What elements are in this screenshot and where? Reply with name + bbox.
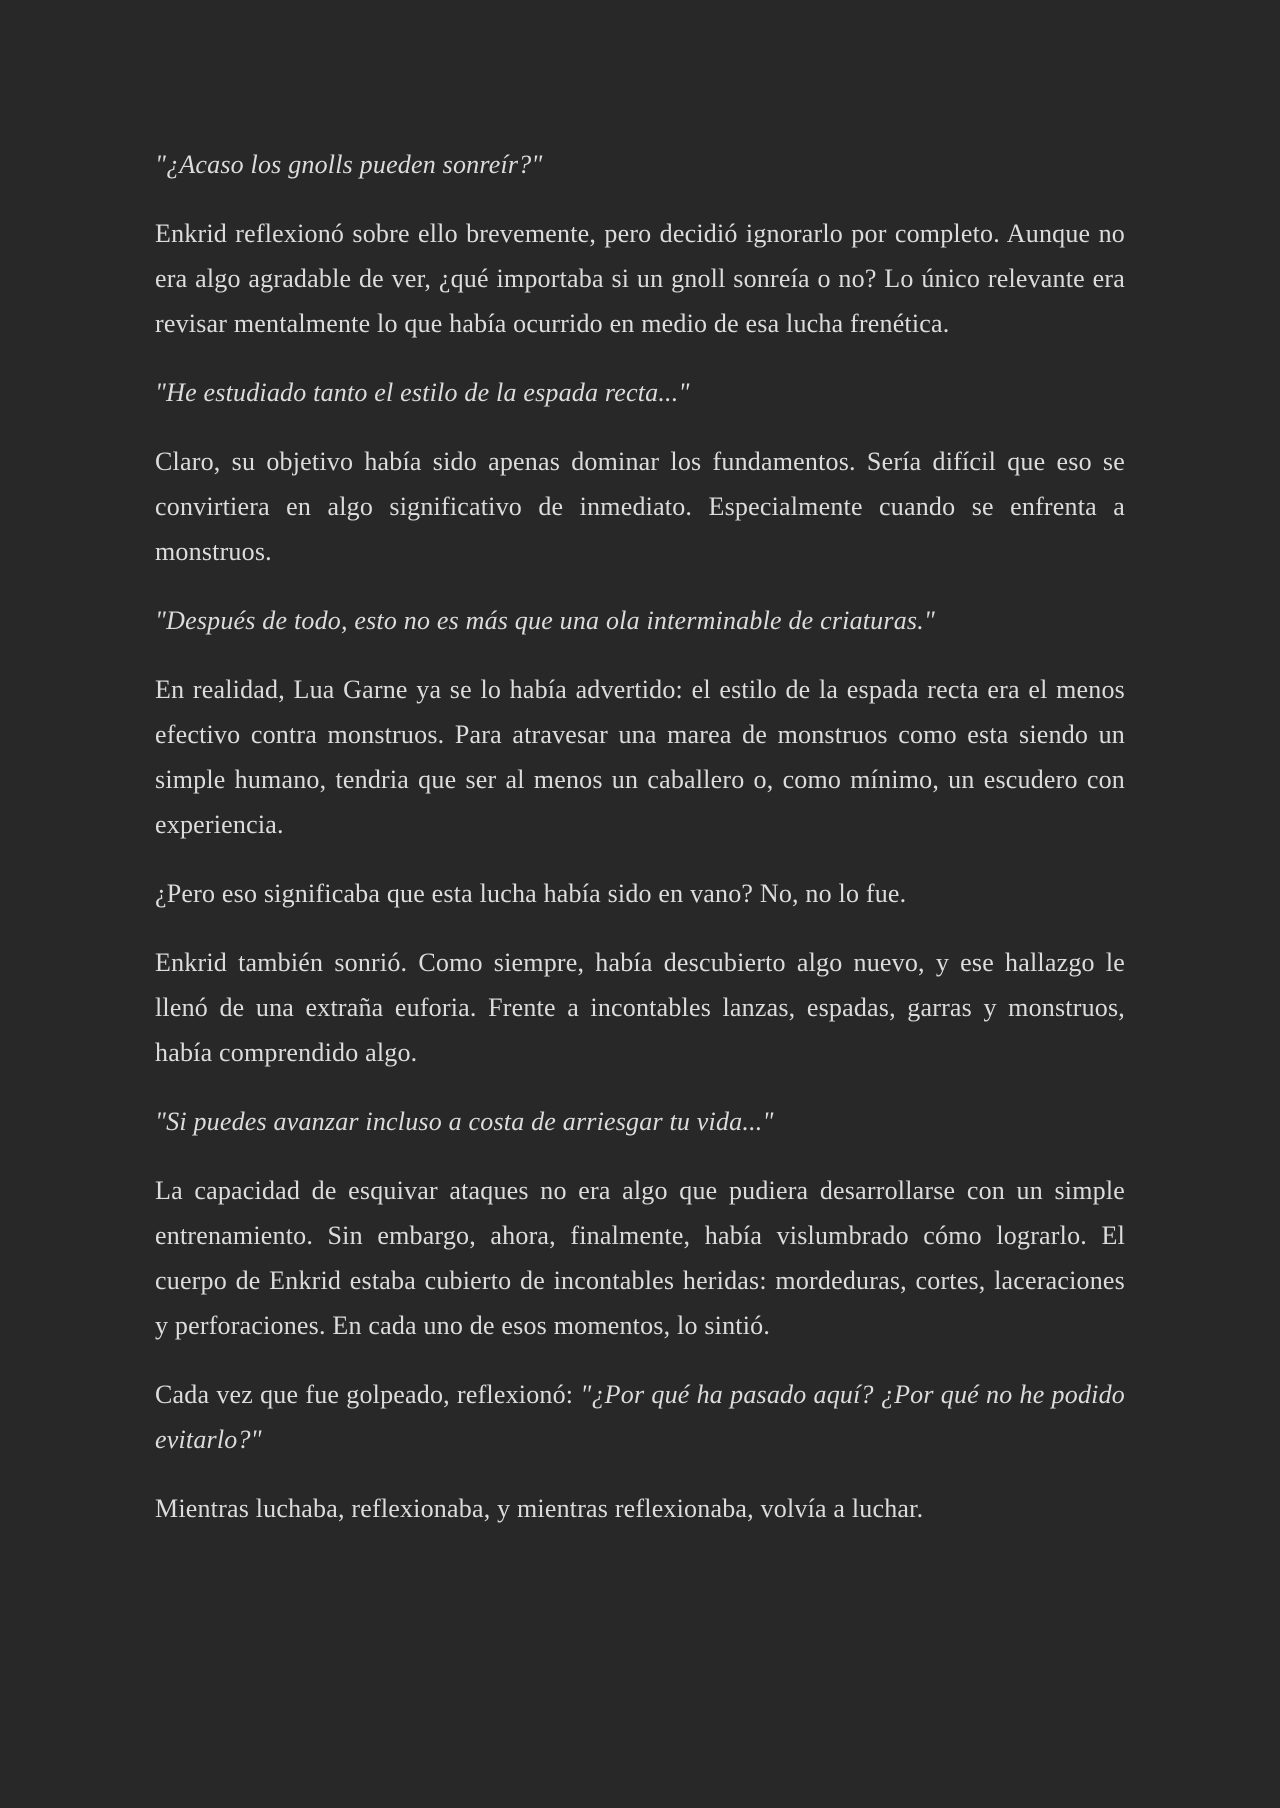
paragraph: ¿Pero eso significaba que esta lucha había sido en vano? No, no lo fue.	[155, 879, 907, 908]
paragraph: La capacidad de esquivar ataques no era algo que pudiera desarrollarse con un simple entrenamiento. Sin embargo, ahora, finalmente, había vislumbrado cómo lograrlo. El cuerpo de Enkrid estaba cubierto de incontables heridas: mordeduras, cortes, laceraciones y perforaciones. En cada uno de esos momentos, lo sintió.	[155, 1176, 1125, 1340]
inline-quote: "¿Por qué ha pasado aquí? ¿Por qué no he podido evitarlo?"	[155, 1380, 1125, 1454]
paragraph: Enkrid reflexionó sobre ello brevemente, pero decidió ignorarlo por completo. Aunque no era algo agradable de ver, ¿qué importaba si un gnoll sonreía o no? Lo único relevante era revisar mentalmente lo que había ocurrido en medio de esa lucha frenética.	[155, 219, 1125, 338]
paragraph-with-inline-quote	[155, 1372, 1125, 1462]
paragraph: Mientras luchaba, reflexionaba, y mientras reflexionaba, volvía a luchar.	[155, 1494, 924, 1523]
paragraph: En realidad, Lua Garne ya se lo había advertido: el estilo de la espada recta era el menos efectivo contra monstruos. Para atravesar una marea de monstruos como esta siendo un simple humano, tendria que ser al menos un caballero o, como mínimo, un escudero con experiencia.	[155, 675, 1125, 839]
paragraph-lead: Cada vez que fue golpeado, reflexionó:	[155, 1380, 581, 1409]
paragraph: Enkrid también sonrió. Como siempre, había descubierto algo nuevo, y ese hallazgo le llenó de una extraña euforia. Frente a incontables lanzas, espadas, garras y monstruos, había comprendido algo.	[155, 948, 1125, 1067]
paragraph: Claro, su objetivo había sido apenas dominar los fundamentos. Sería difícil que eso se convirtiera en algo significativo de inmediato. Especialmente cuando se enfrenta a monstruos.	[155, 447, 1125, 566]
quote-line: "He estudiado tanto el estilo de la espada recta..."	[155, 378, 690, 407]
quote-line: "Si puedes avanzar incluso a costa de arriesgar tu vida..."	[155, 1107, 774, 1136]
quote-line: "¿Acaso los gnolls pueden sonreír?"	[155, 150, 543, 179]
quote-line: "Después de todo, esto no es más que una ola interminable de criaturas."	[155, 606, 936, 635]
